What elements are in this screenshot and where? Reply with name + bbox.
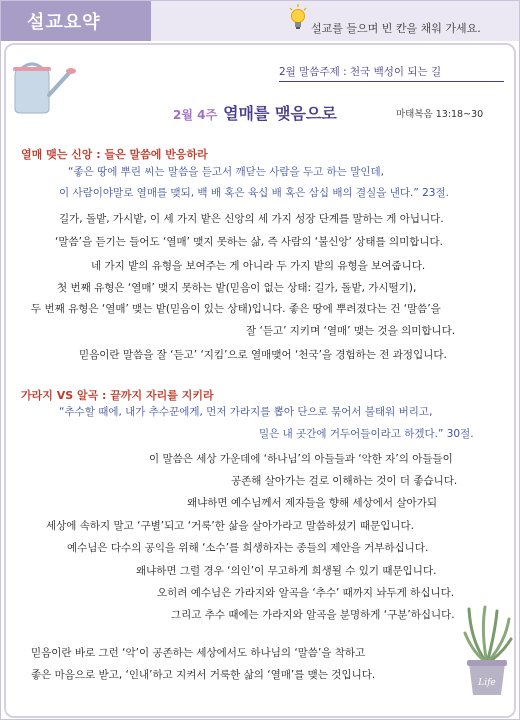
- section1-body-line: 길가, 돌밭, 가시밭, 이 세 가지 밭은 신앙의 세 가지 성장 단계를 말하는 게 아닙니다.: [59, 213, 444, 225]
- scripture-reference: 마태복음 13:18~30: [396, 109, 484, 120]
- potted-plant-icon: [461, 603, 513, 699]
- section1-body-line: 믿음이란 말씀을 잘 ‘듣고’ ‘지킴’으로 열매맺어 ‘천국’을 경험하는 전 과정입니다.: [79, 349, 447, 361]
- section2-heading: 가라지 VS 알곡 : 끝까지 자리를 지키라: [21, 389, 214, 402]
- section1-body-line: 네 가지 밭의 유형을 보여주는 게 아니라 두 가지 밭의 유형을 보여줍니다.: [91, 260, 426, 272]
- section1-quote-line: 이 사람이야말로 열매를 맺되, 백 배 혹은 육십 배 혹은 삼십 배의 결실을 낸다.” 23절.: [59, 187, 449, 199]
- theme-underline: [279, 81, 504, 82]
- section2-quote-line: 밀은 내 곳간에 거두어들이라고 하겠다.” 30절.: [259, 428, 474, 440]
- section1-body-line: 첫 번째 유형은 ‘열매’ 맺지 못하는 밭(믿음이 없는 상태: 길가, 돌밭, 가시떨기),: [57, 282, 417, 294]
- header-tab-title: 설교요약: [27, 12, 101, 33]
- section2-body-line: 공존해 살아가는 걸로 이해하는 것이 더 좋습니다.: [231, 475, 458, 487]
- watering-can-icon: [7, 57, 77, 117]
- section1-body-line: 두 번째 유형은 ‘열매’ 맺는 밭(믿음이 있는 상태)입니다. 좋은 땅에 뿌려졌다는 건 ‘말씀’을: [31, 303, 441, 315]
- title-row: [173, 101, 337, 124]
- section1-heading: 열매 맺는 신앙 : 들은 말씀에 반응하라: [21, 148, 208, 161]
- theme-text: 2월 말씀주제 : 천국 백성이 되는 길: [279, 66, 442, 78]
- lightbulb-icon: [288, 4, 308, 30]
- section2-body-line: 예수님은 다수의 공익을 위해 ‘소수’를 희생하자는 종들의 제안을 거부하십니다.: [67, 542, 429, 554]
- section2-body-line: 왜냐하면 예수님께서 제자들을 향해 세상에서 살아가되: [187, 497, 437, 509]
- section1-body-line: ‘말씀’을 듣기는 들어도 ‘열매’ 맺지 못하는 삶, 즉 사람의 ‘불신앙’ 상태를 의미합니다.: [55, 236, 443, 248]
- section2-body-line: 세상에 속하지 말고 ‘구별’되고 ‘거룩’한 삶을 살아가라고 말씀하셨기 때문입니다.: [46, 520, 414, 532]
- header-guide-text: 설교를 들으며 빈 칸을 채워 가세요.: [311, 22, 481, 35]
- plant-pot-label: Life: [478, 678, 496, 688]
- section2-quote-line: “추수할 때에, 내가 추수꾼에게, 먼저 가라지를 뽑아 단으로 묶어서 불태워 버리고,: [59, 406, 433, 418]
- sermon-title: 열매를 맺음으로: [223, 104, 337, 123]
- header-tab: [1, 1, 151, 41]
- week-label: 2월 4주: [173, 108, 218, 122]
- section2-body-line: 그리고 추수 때에는 가라지와 알곡을 분명하게 ‘구분’하십니다.: [171, 609, 455, 621]
- section2-body-line: 오히려 예수님은 가라지와 알곡을 ‘추수’ 때까지 놔두게 하십니다.: [157, 587, 455, 599]
- section2-body-line: 왜냐하면 그럴 경우 ‘의인’이 무고하게 희생될 수 있기 때문입니다.: [136, 565, 437, 577]
- section1-quote-line: “좋은 땅에 뿌린 씨는 말씀을 듣고서 깨닫는 사람을 두고 하는 말인데,: [68, 166, 385, 178]
- section2-body-line: 이 말씀은 세상 가운데에 ‘하나님’의 아들들과 ‘악한 자’의 아들들이: [149, 453, 453, 465]
- conclusion-line: 좋은 마음으로 받고, ‘인내’하고 지켜서 거룩한 삶의 ‘열매’를 맺는 것입니다.: [31, 669, 376, 681]
- conclusion-line: 믿음이란 바로 그런 ‘악’이 공존하는 세상에서도 하나님의 ‘말씀’을 착하고: [31, 647, 366, 659]
- section1-body-line: 잘 ‘듣고’ 지키며 ‘열매’ 맺는 것을 의미합니다.: [246, 325, 456, 337]
